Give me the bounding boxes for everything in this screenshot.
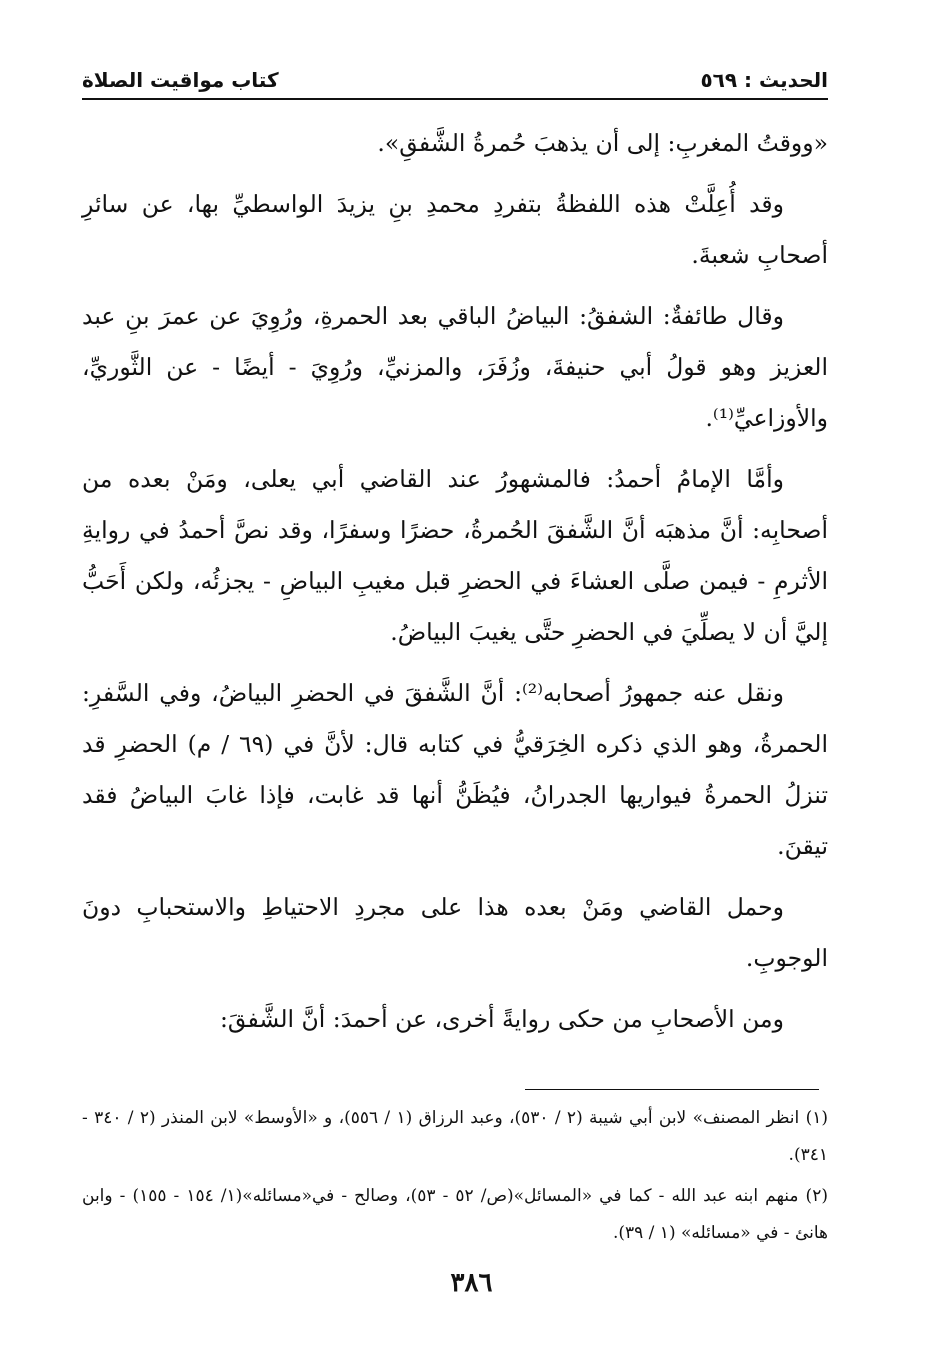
paragraph: ومن الأصحابِ من حكى روايةً أخرى، عن أحمدَ: أنَّ الشَّفقَ:: [220, 1005, 784, 1033]
footnotes: [82, 1100, 828, 1256]
footnote-2: (٢) منهم ابنه عبد الله - كما في «المسائل»(ص/ ٥٢ - ٥٣)، وصالح - في«مسائله»(١/ ١٥٤ - ١٥٥) - وابن هانئ - في «مسائله» (١ / ٣٩).: [82, 1186, 828, 1243]
page-number: ٣٨٦: [450, 1268, 493, 1298]
paragraph: وأمَّا الإمامُ أحمدُ: فالمشهورُ عند القاضي أبي يعلى، ومَنْ بعده من أصحابِه: أنَّ مذهبَه أنَّ الشَّفقَ الحُمرةُ، حضرًا وسفرًا، وقد نصَّ أحمدُ في روايةِ الأثرمِ - فيمن صلَّى العشاءَ في الحضرِ قبل مغيبِ البياضِ - يجزئُه، ولكن أَحَبُّ إليَّ أن لا يصلِّيَ في الحضرِ حتَّى يغيبَ البياضُ.: [82, 465, 828, 646]
paragraph: وقال طائفةٌ: الشفقُ: البياضُ الباقي بعد الحمرةِ، ورُوِيَ عن عمرَ بنِ عبد العزيز وهو قولُ أبي حنيفةَ، وزُفَرَ، والمزنيِّ، ورُوِيَ - أيضًا - عن الثَّوريِّ، والأوزاعيِّ⁽¹⁾.: [82, 302, 828, 432]
footnote-divider: [525, 1089, 819, 1090]
running-header: [82, 66, 828, 100]
footnote-1: (١) انظر المصنف» لابن أبي شيبة (٢ / ٥٣٠)، وعبد الرزاق (١ / ٥٥٦)، و «الأوسط» لابن المنذر (٢ / ٣٤٠ - ٣٤١).: [82, 1108, 828, 1165]
paragraph: وحمل القاضي ومَنْ بعده هذا على مجردِ الاحتياطِ والاستحبابِ دونَ الوجوبِ.: [82, 893, 828, 972]
header-book-title: كتاب مواقيت الصلاة: [82, 68, 279, 92]
paragraph: وقد أُعِلَّتْ هذه اللفظةُ بتفردِ محمدِ بنِ يزيدَ الواسطيِّ بها، عن سائرِ أصحابِ شعبةَ.: [82, 190, 828, 269]
header-divider: [82, 98, 828, 100]
header-hadith-number: الحديث : ٥٦٩: [700, 68, 828, 92]
main-text: [82, 118, 828, 1055]
paragraph: ونقل عنه جمهورُ أصحابه⁽²⁾: أنَّ الشَّفقَ في الحضرِ البياضُ، وفي السَّفرِ: الحمرةُ، وهو الذي ذكره الخِرَقيُّ في كتابه قال: لأنَّ في (٦٩ / م) الحضرِ قد تنزلُ الحمرةُ فيواريها الجدرانُ، فيُظَنُّ أنها قد غابت، فإذا غابَ البياضُ فقد تيقنَ.: [82, 679, 828, 860]
paragraph: «ووقتُ المغربِ: إلى أن يذهبَ حُمرةُ الشَّفقِ».: [377, 129, 828, 157]
